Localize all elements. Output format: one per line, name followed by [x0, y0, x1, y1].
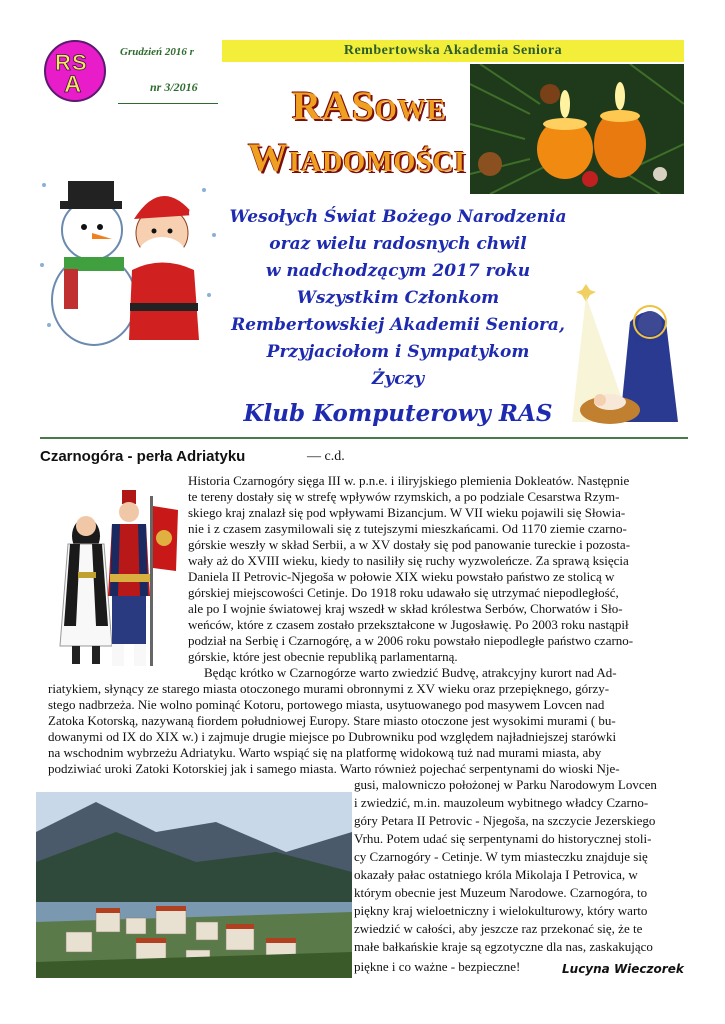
article-line: weńców, które z czasem zostało przekształcone w Jugosławię. Po 2003 roku nastąpił — [188, 617, 629, 632]
article-line: podziwiać uroki Zatoki Kotorskiej jak i samego miasta. Warto również pojechać serpentynami do wioski Nje- — [48, 761, 620, 776]
article-author: — c.d. — [307, 449, 345, 464]
article-line: piękne i co ważne - bezpieczne! — [354, 959, 521, 974]
issue-number: nr 3/2016 — [150, 80, 198, 94]
article-line: dowanymi od IX do XIX w.) i zajmuje drugie miejsce po Dubrowniku pod względem najładniejszej starówki — [48, 729, 617, 744]
article-title: Czarnogóra - perła Adriatyku — [40, 448, 246, 465]
article-line: na wschodnim wybrzeżu Adriatyku. Warto wspiąć się na platformę widokową tuż nad murami miasta, aby — [48, 745, 602, 760]
article-line: małe bałkańskie kraje są egzotyczne dla nas, zaskakująco — [354, 939, 653, 954]
article-line: górskiej miejscowości Cetinje. Do 1918 roku udawało się utrzymać niepodległość, — [188, 585, 619, 600]
article-line: wały aż do XVIII wieku, kiedy to nasiliły się ruchy wyzwoleńcze. Za sprawą księcia — [188, 553, 629, 568]
svg-text:A: A — [64, 71, 82, 98]
article-line: Zatoka Kotorską, nazywaną fiordem południowej Europy. Stare miasto otoczone jest wysokimi murami ( bu- — [48, 713, 616, 728]
article-line: Historia Czarnogóry sięga III w. p.n.e. i iliryjskiego plemienia Dokleatów. Następnie — [188, 473, 630, 488]
article-line: górskie weszły w skład Serbii, a w XV dostały się pod panowanie tureckie i pozosta- — [188, 537, 631, 552]
article-line: ale po I wojnie światowej kraj wszedł w skład królestwa Serbów, Chorwatów i Sło- — [188, 601, 623, 616]
masthead-line-2: WIADOMOŚCI — [248, 135, 467, 180]
club-name: Klub Komputerowy RAS — [243, 400, 553, 427]
article-line: górskie, które jest obecnie republiką parlamentarną. — [188, 649, 458, 664]
article-line: Daniela II Petrovic-Njegoša w połowie XIX wieku powstało państwo ze stolicą w — [188, 569, 615, 584]
greeting-line-4: Wszystkim Członkom — [296, 288, 500, 308]
header-banner — [222, 40, 684, 62]
article-line: zwiedzić w całości, aby jeszcze raz przekonać się, że te — [354, 921, 643, 936]
article-signature: Lucyna Wieczorek — [562, 962, 684, 976]
masthead-line-1: RASOWE — [292, 83, 447, 128]
greeting-line-6: Przyjaciołom i Sympatykom — [266, 342, 530, 362]
snowman-santa-image — [34, 175, 220, 350]
article-line: którym obecnie jest Muzeum Narodowe. Czarnogóra, to — [354, 885, 648, 900]
greeting-line-3: w nadchodzącym 2017 roku — [265, 261, 531, 281]
article-line: te tereny dostały się w strefę wpływów rzymskich, a po podziale Cesarstwa Rzym- — [188, 489, 620, 504]
article-line: piękny kraj wieloetniczny i wielokulturowy, który warto — [354, 903, 648, 918]
article-line: góry Petara II Petrovic - Njegoša, na szczycie Jezerskiego — [354, 813, 656, 828]
issue-date: Grudzień 2016 r — [120, 46, 194, 58]
header-rule — [118, 103, 218, 104]
article-line: i zwiedzić, m.in. mauzoleum wybitnego władcy Czarno- — [354, 795, 649, 810]
folk-costume-photo — [42, 476, 182, 672]
greeting-line-2: oraz wielu radosnych chwil — [269, 234, 527, 254]
section-divider — [40, 437, 688, 439]
article-line: riatykiem, słynący ze starego miasta otoczonego murami obronnymi z XV wieku oraz przepięknego, górzy- — [48, 681, 610, 696]
greeting-line-1: Wesołych Świat Bożego Narodzenia — [229, 207, 567, 227]
article-line: skiego kraj znalazł się pod wpływami Bizancjum. W VII wieku pojawili się Słowia- — [188, 505, 626, 520]
greeting-line-5: Rembertowskiej Akademii Seniora, — [231, 315, 565, 335]
article-line: cy Czarnogóry - Cetinje. W tym miasteczku znajduje się — [354, 849, 648, 864]
article-line: nie i z czasem zasymilowali się z tutejszymi mieszkańcami. Od 1170 ziemie czarno- — [188, 521, 627, 536]
svg-text:R: R — [55, 50, 71, 75]
article-line: Będąc krótko w Czarnogórze warto zwiedzić Budvę, atrakcyjny kurort nad Ad- — [204, 665, 617, 680]
ras-logo — [44, 40, 106, 102]
article-line: gusi, malowniczo położonej w Parku Narodowym Lovcen — [354, 777, 657, 792]
article-line: Vrhu. Potem udać się serpentynami do historycznej stoli- — [354, 831, 652, 846]
nativity-image — [570, 282, 690, 432]
kotor-bay-photo — [36, 792, 352, 978]
candles-image — [470, 64, 684, 194]
article-line: stego nadbrzeża. Nie wolno pominąć Kotoru, portowego miasta, usytuowanego pod masywem Lovcen nad — [48, 697, 605, 712]
article-line: okazały pałac ostatniego króla Mikolaja I Petrovica, w — [354, 867, 638, 882]
svg-text:S: S — [72, 50, 87, 75]
banner-title: Rembertowska Akademia Seniora — [343, 43, 563, 58]
greeting-line-7: Życzy — [371, 369, 425, 389]
article-line: podział na Serbię i Czarnogórę, a w 2006 roku powstało niepodległe państwo czarno- — [188, 633, 634, 648]
